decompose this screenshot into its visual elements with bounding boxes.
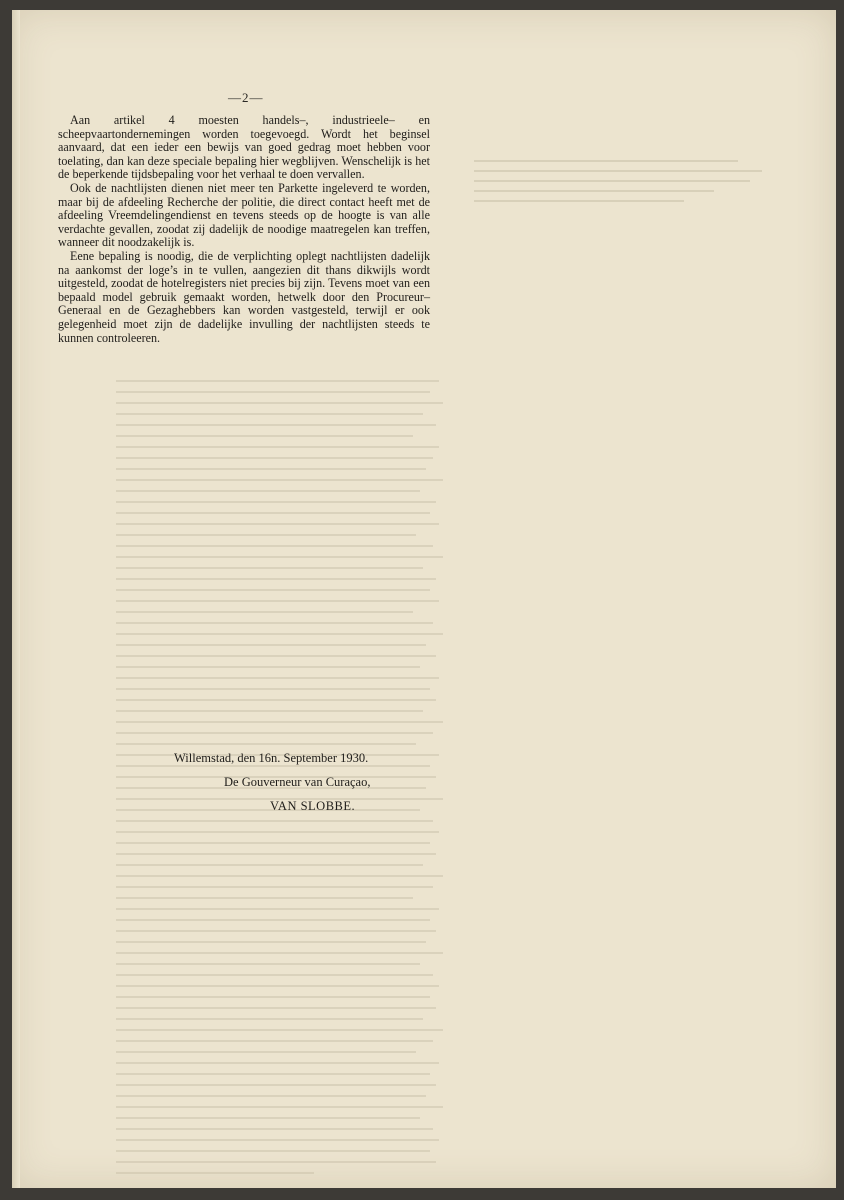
page-number: —2— [228, 90, 264, 105]
paragraph: Eene bepaling is noodig, die de verplichting oplegt nachtlijsten dadelijk na aankomst der loge’s in te vullen, aangezien dit thans dikwijls wordt uitgesteld, zoodat de hotelregisters niet precies bij zijn. Tevens moet van een bepaald model gebruik gemaakt worden, hetwelk door den Procureur–Generaal en de Gezaghebbers kan worden vastgesteld, terwijl er ook gelegenheid moet zijn de dadelijke invulling der nachtlijsten steeds te kunnen controleeren. [58, 248, 430, 345]
paragraph: Aan artikel 4 moesten handels–, industrieele– en scheepvaartondernemingen worden toegevoegd. Wordt het beginsel aanvaard, dat een ieder een bewijs van goed gedrag moet hebben voor toelating, dan kan deze speciale bepaling hier wegblijven. Wenschelijk is het de beperkende tijdsbepaling voor het verhaal te doen vervallen. [58, 113, 430, 182]
document-page [12, 10, 836, 1188]
signature-name: VAN SLOBBE. [270, 799, 356, 813]
body-text [58, 114, 430, 345]
place-date: Willemstad, den 16n. September 1930. [174, 751, 369, 765]
governor-title: De Gouverneur van Curaçao, [224, 775, 371, 789]
paragraph: Ook de nachtlijsten dienen niet meer ten Parkette ingeleverd te worden, maar bij de afdeeling Recherche der politie, die direct contact heeft met de afdeeling Vreemdelingendienst en tevens steeds op de hoogte is van alle verdachte gevallen, zoodat zij dadelijk de noodige maatregelen kan treffen, wanneer dit noodzakelijk is. [58, 180, 430, 250]
bleed-through-lines [474, 160, 774, 210]
